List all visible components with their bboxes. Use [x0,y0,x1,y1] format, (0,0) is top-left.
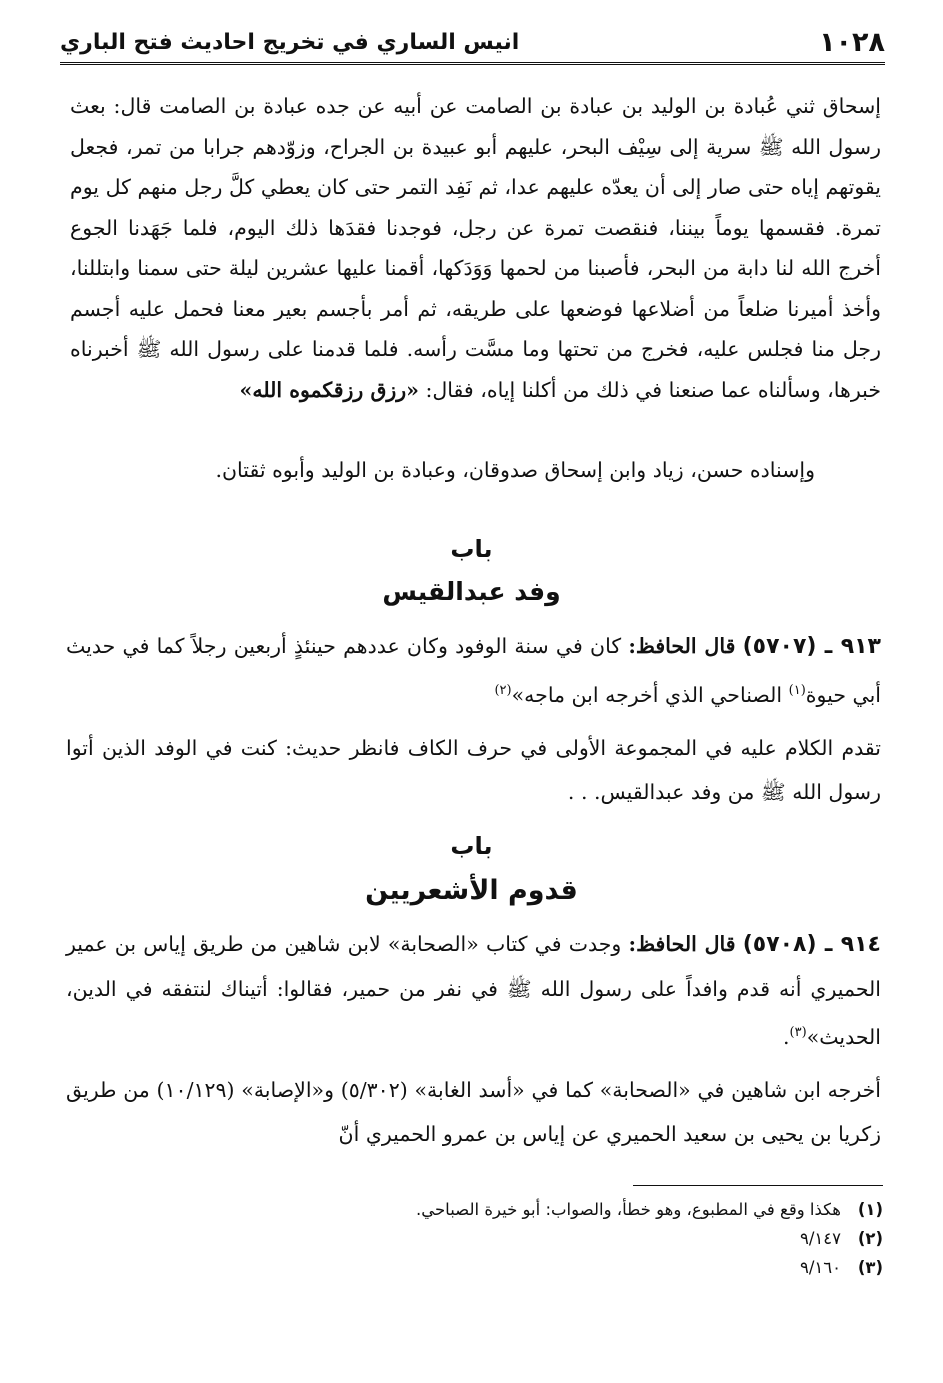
hadith-number: ٩١٣ ـ (٥٧٠٧) [742,634,881,659]
chapter-title: وفد عبدالقيس [382,577,561,606]
footnotes [200,1195,883,1282]
hadith-text: وجدت في كتاب «الصحابة» لابن شاهين من طريق إياس بن عمير الحميري أنه قدم وافداً على رسول الله ﷺ في نفر من حمير، فقالوا: أتيناك لنتفقه في الدين، الحديث» [66,932,881,1049]
footnote-mark: (٢) [857,1229,883,1248]
footnote-text: ٩/١٦٠ [799,1258,841,1277]
footnote [200,1224,883,1253]
prophet-quote: «رزق رزقكموه الله» [239,377,419,402]
footnote-divider [633,1185,883,1186]
hadith-914-commentary: أخرجه ابن شاهين في «الصحابة» كما في «أسد الغابة» (٥/٣٠٢) و«الإصابة» (١٠/١٢٩) من طريق زكريا بن يحيى بن سعيد الحميري عن إياس بن عمرو الحميري أنّ [66,1078,882,1146]
footnote-ref: (٢) [494,683,512,698]
footnote [200,1253,883,1282]
hadith-913-commentary: تقدم الكلام عليه في المجموعة الأولى في حرف الكاف فانظر حديث: كنت في الوفد الذين أتوا رسول الله ﷺ من وفد عبدالقيس. . . [66,736,881,804]
page-number: ١٠٢٨ [819,26,885,58]
hadith-number: ٩١٤ ـ (٥٧٠٨) [742,932,881,957]
footnote-text: ٩/١٤٧ [799,1229,841,1248]
footnote-ref: (٣) [789,1025,807,1040]
running-title: انيس الساري في تخريج احاديث فتح الباري [60,29,520,55]
footnote-ref: (١) [788,683,806,698]
chapter-label: باب [450,832,493,860]
footnote-text: هكذا وقع في المطبوع، وهو خطأ، والصواب: أبو خيرة الصباحي. [415,1200,841,1219]
hadith-continuation-paragraph [70,86,881,410]
hadith-914: ٩١٤ ـ (٥٧٠٨) قال الحافظ: وجدت في كتاب «الصحابة» لابن شاهين من طريق إياس بن عمير الحميري أنه قدم وافداً على رسول الله ﷺ في نفر من حمير، فقالوا: أتيناك لنتفقه في الدين، الحديث»$^{(٣)}$. [66,932,881,1049]
page-header [60,22,885,65]
hadith-text: كان في سنة الوفود وكان عددهم حينئذٍ أربعين رجلاً كما في حديث أبي حيوة [66,634,881,707]
hadith-label: قال الحافظ: [628,932,736,956]
footnote-mark: (١) [857,1200,883,1219]
chapter-label: باب [450,535,493,563]
hadith-text-cont: الصناحي الذي أخرجه ابن ماجه» [511,682,783,707]
hadith-913 [66,624,881,717]
isnad-grading: وإسناده حسن، زياد وابن إسحاق صدوقان، وعبادة بن الوليد وأبوه ثقتان. [215,458,815,482]
paragraph-text: إسحاق ثني عُبادة بن الوليد بن عبادة بن الصامت عن أبيه عن جده عبادة بن الصامت قال: بعث رسول الله ﷺ سرية إلى سِيْف البحر، عليهم أبو عبيدة بن الجراح، وزوّدهم جرابا من تمر، فجعل يقوتهم إياه حتى صار إلى أن يعدّه عليهم عدا، ثم نَفِد التمر حتى كان يعطي كلَّ رجل منهم كل يوم تمرة. فقسمها يوماً بيننا، فنقصت تمرة عن رجل، فوجدنا فقدَها ذلك اليوم، فلما جَهَدنا الجوع أخرج الله لنا دابة من البحر، فأصبنا من لحمها وَوَدَكها، أقمنا عليها عشرين ليلة حتى سمنا وابتللنا، وأخذ أميرنا ضلعاً من أضلاعها فوضعها على طريقه، ثم أمر بأجسم بعير معنا فحمل عليه أجسم رجل منا فجلس عليه، فخرج من تحتها وما مسَّت رأسه. فلما قدمنا على رسول الله ﷺ أخبرناه خبرها، وسألناه عما صنعنا في ذلك من أكلنا إياه، فقال: [70,94,881,402]
footnote [200,1195,883,1224]
hadith-label: قال الحافظ: [628,634,736,658]
footnote-mark: (٣) [857,1258,883,1277]
chapter-title: قدوم الأشعريين [365,875,578,906]
